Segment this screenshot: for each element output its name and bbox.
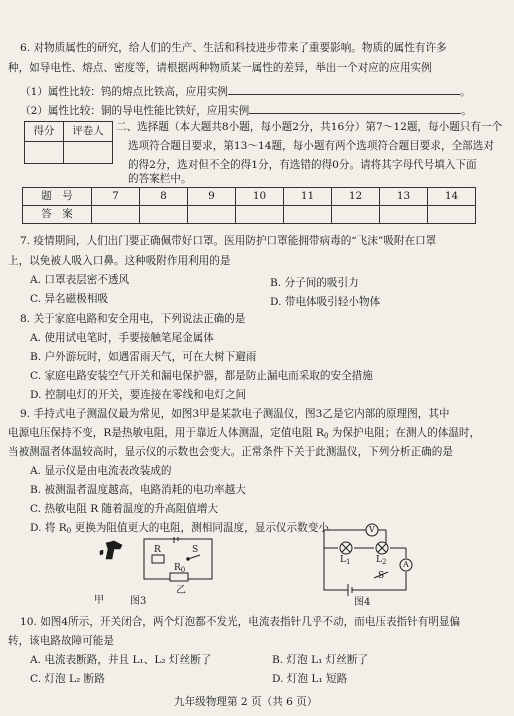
q7-option-b: B. 分子间的吸引力 (270, 277, 359, 289)
question-number: 13 (380, 188, 428, 206)
q6-item2-period: 。 (461, 105, 472, 117)
q7-option-d: D. 带电体吸引轻小物体 (270, 296, 381, 308)
fig4-l2-label (376, 556, 386, 566)
bulb-l2-icon (376, 542, 388, 554)
score-label: 得分 (25, 122, 64, 142)
q8-option-d: D. 控制电灯的开关，要连接在零线和电灯之间 (30, 389, 247, 401)
answer-cell-10[interactable] (236, 206, 284, 224)
fig4-caption: 图4 (354, 597, 371, 608)
fig3-yi-label: 乙 (176, 585, 186, 596)
q7-option-c: C. 异名磁极相吸 (30, 293, 109, 305)
question-number: 8 (140, 188, 188, 206)
fig4-l1-letter: L (340, 555, 346, 565)
fig4-l1-label (340, 556, 350, 566)
q6-item2 (20, 103, 472, 117)
answer-cell-7[interactable] (92, 206, 140, 224)
fig3-r-label: R (154, 545, 161, 555)
q8-option-b: B. 户外游玩时，如遇雷雨天气，可在大树下避雨 (30, 351, 257, 363)
q10-stem-line1: 10. 如图4所示，开关闭合，两个灯泡都不发光，电流表指针几乎不动，而电压表指针有明显偏 (20, 616, 461, 628)
q9-stem-line2 (8, 428, 480, 440)
q9-stem-line2-a: 电源电压保持不变，R是热敏电阻，用于靠近人体测温，定值电阻 R (8, 427, 324, 439)
answer-cell-12[interactable] (332, 206, 380, 224)
q6-item1-answer-blank[interactable] (228, 84, 460, 95)
answer-label: 答 案 (23, 206, 92, 224)
q7-stem-line1: 7. 疫情期间，人们出门要正确佩带好口罩。医用防护口罩能拥带病毒的“飞沫”吸附在口罩 (20, 235, 437, 247)
q9-stem-line1: 9. 手持式电子测温仪最为常见，如图3甲是某款电子测温仪，图3乙是它内部的原理图，其中 (20, 408, 450, 420)
q6-item1-text: （1）属性比较：钨的熔点比铁高，应用实例 (20, 86, 229, 98)
score-box (24, 121, 113, 164)
q7-option-a: A. 口罩表层密不透风 (30, 274, 130, 286)
fig4-l1-subscript: 1 (345, 558, 351, 566)
answer-cell-13[interactable] (380, 206, 428, 224)
q9-option-b: B. 被测温者温度越高，电路消耗的电功率越大 (30, 484, 246, 496)
q10-option-a: A. 电流表断路，并且 L₁、L₂ 灯丝断了 (30, 654, 212, 666)
q6-item2-text: （2）属性比较：铜的导电性能比铁好，应用实例 (20, 105, 250, 117)
question-number: 14 (428, 188, 476, 206)
answer-table-answer-row (23, 206, 476, 224)
q6-item2-answer-blank[interactable] (249, 103, 461, 114)
q9-option-d-a: D. 将 R (30, 522, 67, 534)
q6-stem-line1: 6. 对物质属性的研究，给人们的生产、生活和科技进步带来了重要影响。物质的属性有许多 (20, 42, 447, 54)
question-number: 10 (236, 188, 284, 206)
fig4-l2-letter: L (376, 555, 382, 565)
fig3-caption: 图3 (130, 596, 147, 607)
fig3-jia-label: 甲 (94, 595, 104, 606)
question-number-label: 题 号 (23, 188, 92, 206)
score-cell[interactable] (25, 142, 64, 164)
fig4-switch-label: S (378, 571, 385, 581)
question-number: 7 (92, 188, 140, 206)
q9-option-c: C. 热敏电阻 R 随着温度的升高阻值增大 (30, 503, 219, 515)
fig4-ammeter-label: A (403, 560, 409, 569)
figure-3 (92, 537, 232, 607)
q10-option-c: C. 灯泡 L₂ 断路 (30, 673, 105, 685)
answer-cell-14[interactable] (428, 206, 476, 224)
question-number: 9 (188, 188, 236, 206)
section2-line2: 选项符合题目要求，第13～14题，每小题有两个选项符合题目要求，全部选对 (128, 140, 494, 152)
question-number: 12 (332, 188, 380, 206)
r0-subscript: 0 (323, 432, 329, 440)
thermometer-gun-icon (100, 541, 122, 559)
section2-line3: 的得2分，选对但不全的得1分，有选错的得0分。请将其字母代号填入下面 (128, 159, 477, 171)
q10-stem-line2: 转，该电路故障可能是 (8, 635, 114, 647)
fig3-r0-letter: R (174, 563, 181, 573)
answer-cell-8[interactable] (140, 206, 188, 224)
page-footer: 九年级物理第 2 页（共 6 页） (174, 696, 318, 708)
answer-cell-9[interactable] (188, 206, 236, 224)
q8-stem: 8. 关于家庭电路和安全用电，下列说法正确的是 (20, 313, 246, 325)
section2-line4: 的答案栏中。 (128, 173, 192, 185)
grader-label: 评卷人 (64, 122, 113, 142)
q6-item1 (20, 84, 471, 98)
q9-option-d-b: 更换为阻值更大的电阻，测相同温度，显示仪示数变小 (71, 522, 329, 534)
q10-option-d: D. 灯泡 L₁ 短路 (272, 673, 348, 685)
figure-4-circuit (318, 520, 418, 596)
fig3-r0-label (174, 564, 185, 574)
circuit-diagram-yi (144, 537, 212, 581)
q9-option-d (30, 523, 329, 535)
r0-subscript: 0 (66, 527, 72, 535)
q8-option-a: A. 使用试电笔时，手要接触笔尾金属体 (30, 332, 214, 344)
q6-item1-period: 。 (460, 86, 471, 98)
fig3-s-label: S (192, 545, 199, 555)
fig4-voltmeter-label: V (369, 525, 375, 534)
q6-stem-line2: 种，如导电性、熔点、密度等，请根据两种物质某一属性的差异，举出一个对应的应用实例 (8, 62, 432, 74)
section2-line1: 二、选择题（本大题共8小题，每小题2分，共16分）第7～12题，每小题只有一个 (116, 121, 503, 133)
q10-option-b: B. 灯泡 L₁ 灯丝断了 (272, 654, 369, 666)
q9-stem-line2-b: 为保护电阻；在测人的体温时， (328, 427, 481, 439)
answer-cell-11[interactable] (284, 206, 332, 224)
question-number: 11 (284, 188, 332, 206)
answer-table-number-row (23, 188, 476, 206)
q9-stem-line3: 当被测温者体温较高时，显示仪的示数也会变大。正常条件下关于此测温仪，下列分析正确的是 (8, 446, 453, 458)
q9-option-a: A. 显示仪是由电流表改装成的 (30, 465, 172, 477)
fig4-l2-subscript: 2 (381, 558, 387, 566)
fig3-r0-subscript: 0 (180, 566, 186, 574)
grader-cell[interactable] (64, 142, 113, 164)
bulb-l1-icon (340, 542, 352, 554)
q8-option-c: C. 家庭电路安装空气开关和漏电保护器，都是防止漏电而采取的安全措施 (30, 370, 373, 382)
answer-table (22, 187, 476, 224)
q7-stem-line2: 上，以免被人吸入口鼻。这种吸附作用利用的是 (8, 255, 231, 267)
